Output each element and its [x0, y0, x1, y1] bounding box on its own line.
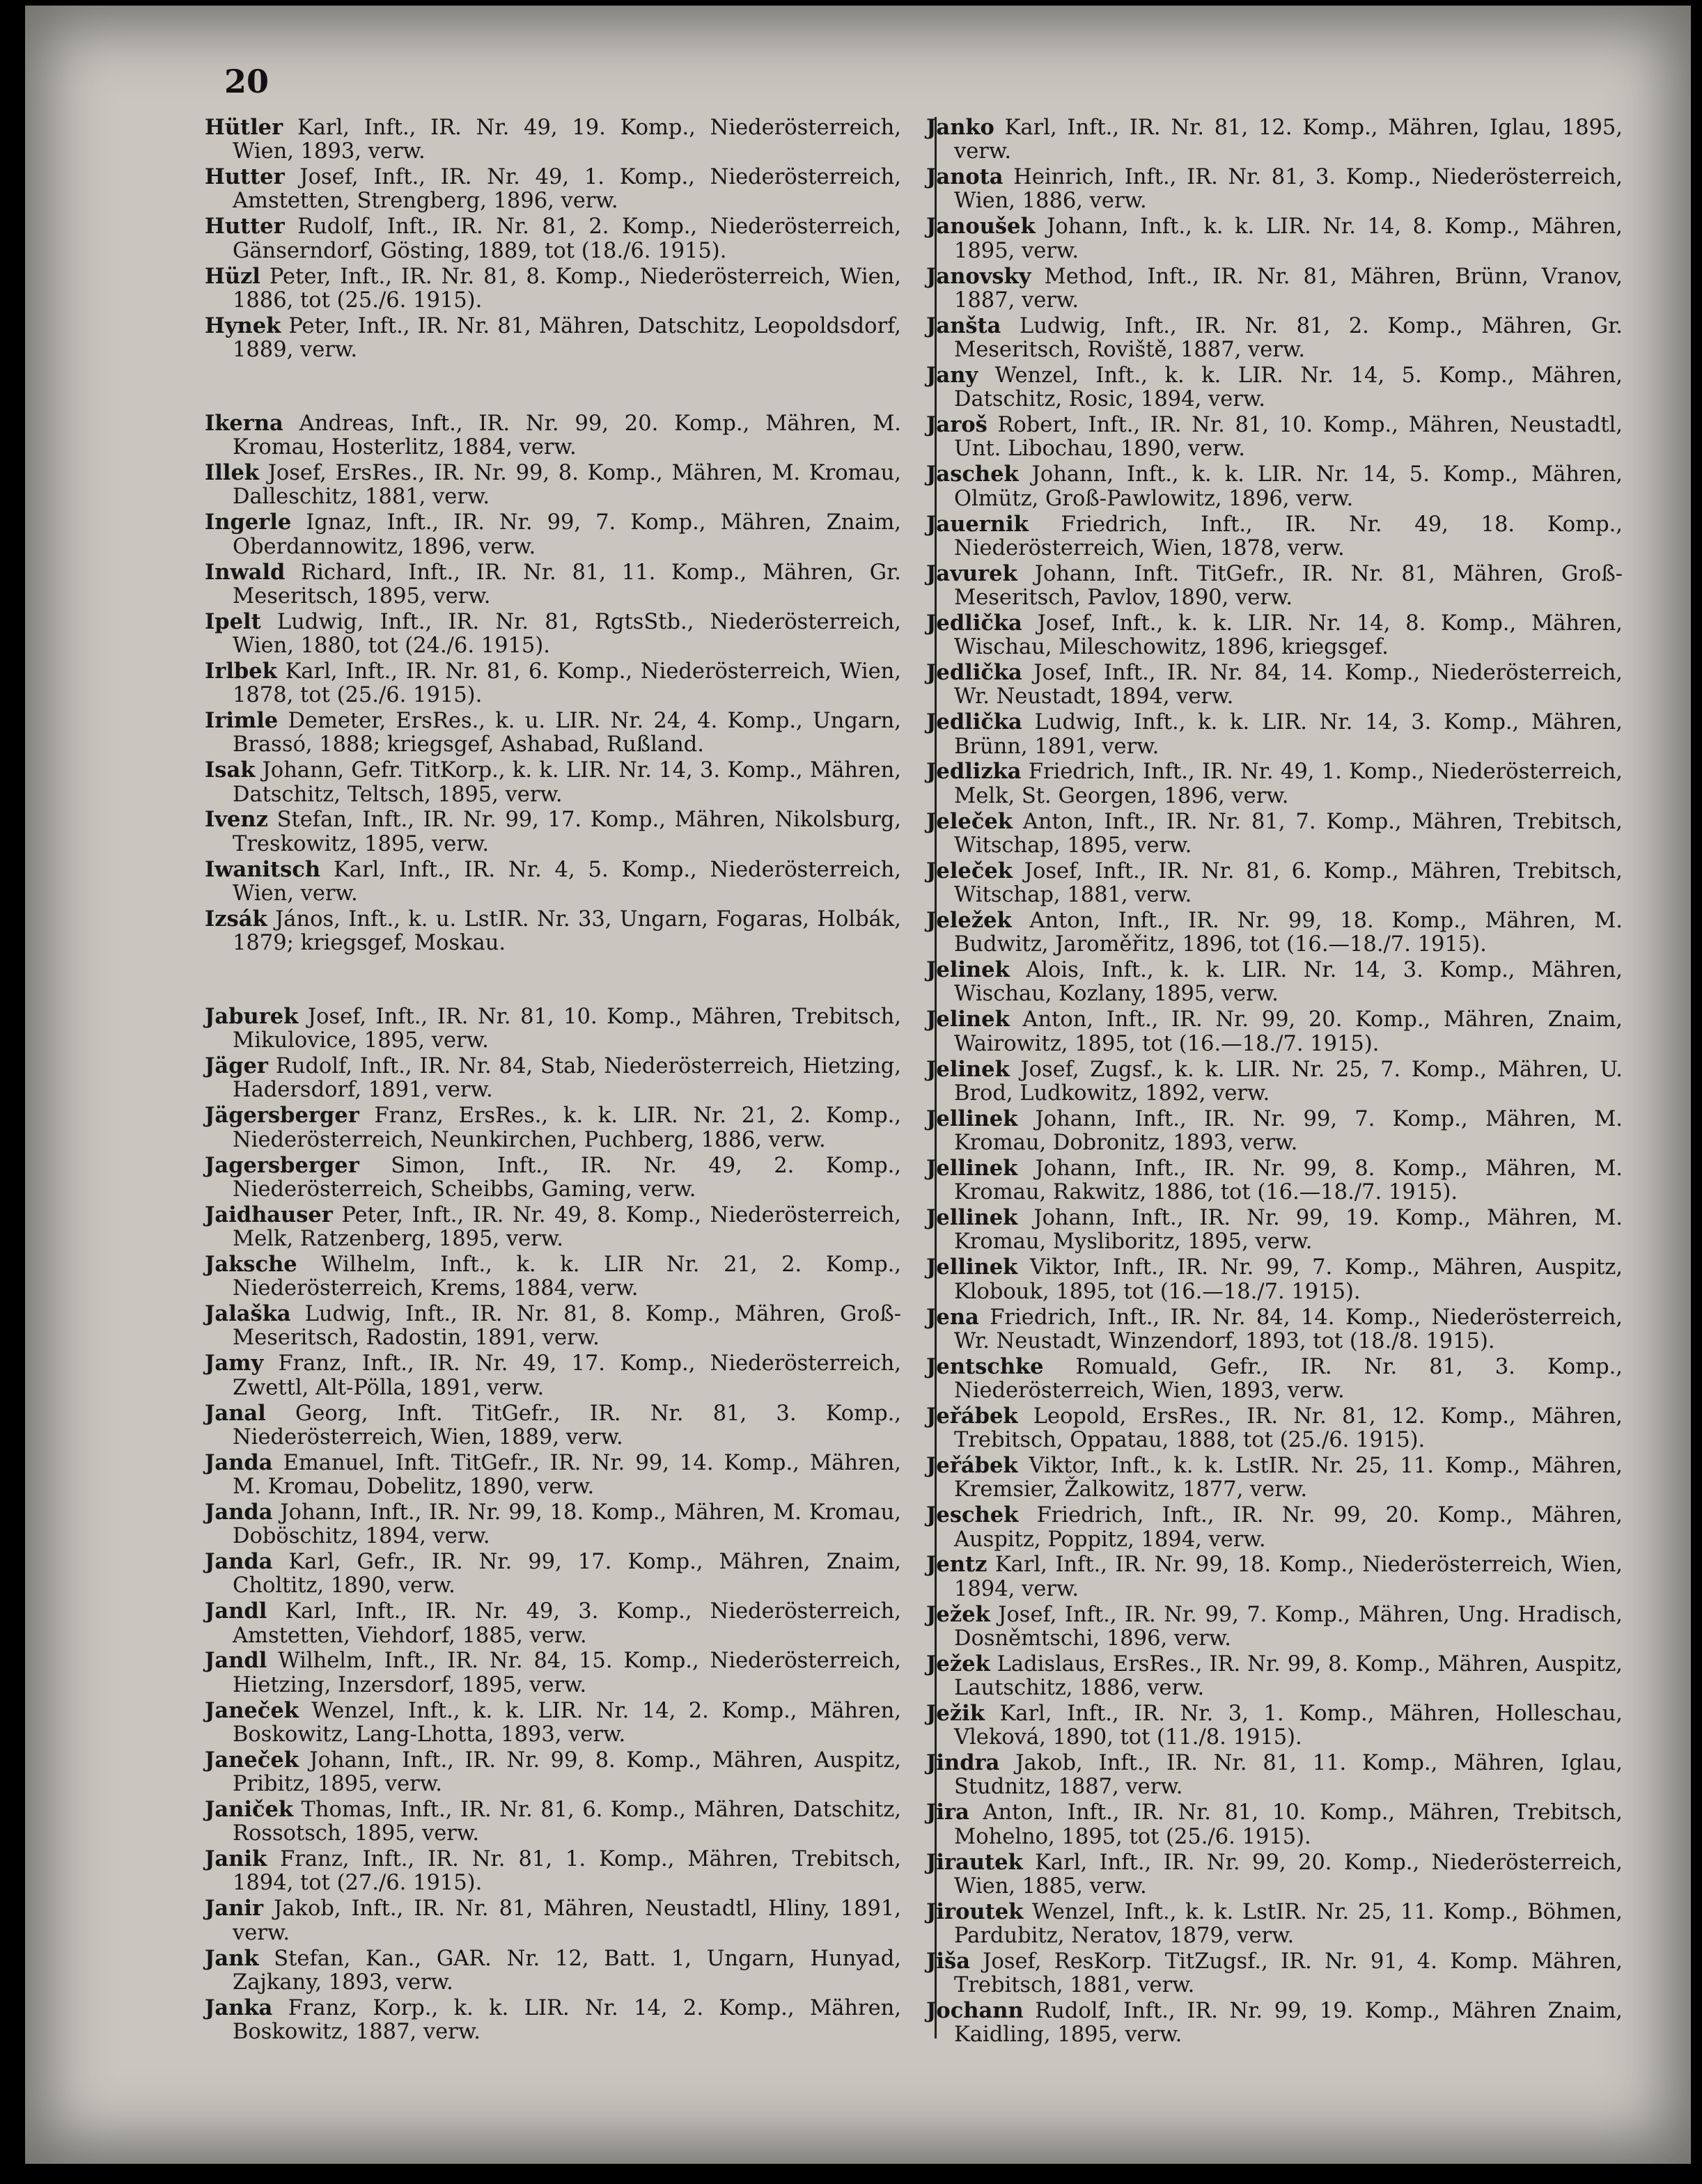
- entry-surname: Jaksche: [205, 1251, 297, 1277]
- list-entry: [205, 610, 901, 659]
- list-entry: [926, 1404, 1623, 1453]
- list-entry: [926, 1255, 1623, 1304]
- entry-surname: Jelinek: [926, 1007, 1010, 1032]
- entry-surname: Jedlizka: [926, 759, 1022, 785]
- entry-details: Simon, Inft., IR. Nr. 49, 2. Komp., Niederösterreich, Scheibbs, Gaming, verw.: [233, 1153, 901, 1202]
- list-entry: [926, 1454, 1623, 1502]
- list-entry: [205, 1252, 901, 1301]
- entry-surname: Jaburek: [205, 1004, 299, 1029]
- list-entry: [205, 858, 901, 906]
- list-entry: [205, 709, 901, 757]
- entry-surname: Janovsky: [926, 263, 1031, 289]
- entry-details: Karl, Inft., IR. Nr. 3, 1. Komp., Mähren, Holleschau, Vleková, 1890, tot (11./8. 1915).: [954, 1702, 1623, 1750]
- list-entry: [926, 116, 1623, 164]
- list-entry: [205, 1500, 901, 1549]
- entry-surname: Jeschek: [926, 1502, 1019, 1528]
- list-entry: [205, 1005, 901, 1053]
- list-entry: [205, 461, 901, 510]
- list-entry: [926, 462, 1623, 511]
- list-entry: [205, 1154, 901, 1202]
- list-entry: [205, 1699, 901, 1747]
- entry-details: Wilhelm, Inft., IR. Nr. 84, 15. Komp., Niederösterreich, Hietzing, Inzersdorf, 1895, verw.: [233, 1649, 901, 1697]
- section-gap: [205, 363, 901, 411]
- list-entry: [926, 1058, 1623, 1106]
- list-entry: [205, 1947, 901, 1995]
- list-entry: [926, 1603, 1623, 1651]
- entry-surname: Jägersberger: [205, 1103, 359, 1129]
- entry-surname: Jena: [926, 1304, 979, 1330]
- entry-surname: Jellinek: [926, 1255, 1018, 1280]
- entry-surname: Jellinek: [926, 1106, 1018, 1131]
- list-entry: [205, 1649, 901, 1697]
- entry-details: Johann, Inft. TitGefr., IR. Nr. 81, Mähren, Groß-Meseritsch, Pavlov, 1890, verw.: [954, 561, 1623, 610]
- right-column: [926, 116, 1623, 2048]
- entry-surname: Janoušek: [926, 214, 1036, 239]
- list-entry: [926, 265, 1623, 313]
- entry-surname: Janšta: [926, 313, 1001, 338]
- entry-details: Johann, Inft., IR. Nr. 99, 8. Komp., Mähren, M. Kromau, Rakwitz, 1886, tot (16.—18./7. 1915).: [954, 1156, 1623, 1205]
- entry-details: Method, Inft., IR. Nr. 81, Mähren, Brünn, Vranov, 1887, verw.: [954, 264, 1623, 313]
- list-entry: [205, 758, 901, 807]
- list-entry: [205, 1748, 901, 1797]
- entry-details: Josef, Inft., IR. Nr. 84, 14. Komp., Niederösterreich, Wr. Neustadt, 1894, verw.: [954, 661, 1623, 709]
- entry-surname: Jauernik: [926, 511, 1029, 537]
- entry-surname: Ipelt: [205, 608, 261, 634]
- list-entry: [926, 1851, 1623, 1899]
- list-entry: [205, 1550, 901, 1598]
- list-entry: [205, 1451, 901, 1500]
- entry-details: Robert, Inft., IR. Nr. 81, 10. Komp., Mähren, Neustadtl, Unt. Libochau, 1890, verw.: [954, 413, 1623, 462]
- entry-surname: Jentz: [926, 1552, 987, 1578]
- entry-surname: Jira: [926, 1800, 969, 1825]
- left-column: [205, 116, 901, 2045]
- entry-details: Wenzel, Inft., k. k. LIR. Nr. 14, 5. Komp., Mähren, Datschitz, Rosic, 1894, verw.: [954, 363, 1623, 412]
- entry-details: Jakob, Inft., IR. Nr. 81, 11. Komp., Mähren, Iglau, Studnitz, 1887, verw.: [954, 1751, 1623, 1800]
- list-entry: [205, 1599, 901, 1648]
- list-entry: [926, 1800, 1623, 1849]
- entry-surname: Jalaška: [205, 1301, 291, 1327]
- entry-details: Ludwig, Inft., IR. Nr. 81, 2. Komp., Mähren, Gr. Meseritsch, Roviště, 1887, verw.: [954, 313, 1623, 363]
- entry-surname: Jelinek: [926, 1056, 1010, 1082]
- entry-surname: Javurek: [926, 560, 1017, 586]
- entry-surname: Izsák: [205, 906, 267, 932]
- entry-details: Friedrich, Inft., IR. Nr. 49, 1. Komp., Niederösterreich, Melk, St. Georgen, 1896, verw.: [954, 760, 1623, 808]
- entry-surname: Janiček: [205, 1797, 294, 1822]
- entry-surname: Jirautek: [926, 1849, 1023, 1875]
- entry-surname: Ježek: [926, 1651, 990, 1676]
- entry-details: Franz, ErsRes., k. k. LIR. Nr. 21, 2. Komp., Niederösterreich, Neunkirchen, Puchberg, 1886, verw.: [233, 1103, 901, 1152]
- entry-details: Wenzel, Inft., k. k. LstIR. Nr. 25, 11. Komp., Böhmen, Pardubitz, Neratov, 1879, verw.: [954, 1899, 1623, 1949]
- entry-details: Karl, Inft., IR. Nr. 99, 20. Komp., Niederösterreich, Wien, 1885, verw.: [954, 1850, 1623, 1899]
- entry-surname: Hutter: [205, 164, 285, 190]
- entry-details: Josef, Inft., IR. Nr. 49, 1. Komp., Niederösterreich, Amstetten, Strengberg, 1896, verw.: [233, 165, 901, 214]
- entry-surname: Janal: [205, 1400, 266, 1426]
- list-entry: [926, 859, 1623, 908]
- list-entry: [205, 411, 901, 460]
- list-entry: [205, 510, 901, 559]
- entry-details: Karl, Inft., IR. Nr. 49, 3. Komp., Niederösterreich, Amstetten, Viehdorf, 1885, verw.: [233, 1599, 901, 1648]
- entry-surname: Ježik: [926, 1701, 985, 1726]
- entry-details: Peter, Inft., IR. Nr. 81, 8. Komp., Niederösterreich, Wien, 1886, tot (25./6. 1915).: [233, 264, 901, 313]
- entry-details: Johann, Inft., k. k. LIR. Nr. 14, 5. Komp., Mähren, Olmütz, Groß-Pawlowitz, 1896, verw.: [954, 462, 1623, 511]
- list-entry: [926, 314, 1623, 363]
- entry-surname: Jentschke: [926, 1353, 1044, 1379]
- entry-surname: Jedlička: [926, 709, 1022, 735]
- entry-details: Josef, ErsRes., IR. Nr. 99, 8. Komp., Mähren, M. Kromau, Dalleschitz, 1881, verw.: [233, 461, 901, 510]
- list-entry: [926, 611, 1623, 660]
- entry-details: Anton, Inft., IR. Nr. 81, 7. Komp., Mähren, Trebitsch, Witschap, 1895, verw.: [954, 809, 1623, 858]
- entry-surname: Irlbek: [205, 658, 277, 684]
- entry-details: Viktor, Inft., k. k. LstIR. Nr. 25, 11. Komp., Mähren, Kremsier, Žalkowitz, 1877, verw.: [954, 1454, 1623, 1502]
- entry-surname: Janka: [205, 1995, 273, 2020]
- entry-details: Romuald, Gefr., IR. Nr. 81, 3. Komp., Niederösterreich, Wien, 1893, verw.: [954, 1354, 1623, 1403]
- entry-surname: Jindra: [926, 1750, 1000, 1776]
- entry-details: Ludwig, Inft., k. k. LIR. Nr. 14, 3. Komp., Mähren, Brünn, 1891, verw.: [954, 710, 1623, 759]
- entry-surname: Illek: [205, 460, 259, 486]
- list-entry: [926, 958, 1623, 1007]
- entry-surname: Hüzl: [205, 263, 260, 289]
- entry-surname: Jiša: [926, 1948, 970, 1974]
- entry-surname: Janota: [926, 164, 1004, 190]
- list-entry: [926, 1206, 1623, 1255]
- entry-details: Heinrich, Inft., IR. Nr. 81, 3. Komp., Niederösterreich, Wien, 1886, verw.: [954, 165, 1623, 214]
- entry-surname: Janda: [205, 1549, 273, 1575]
- entry-details: Wilhelm, Inft., k. k. LIR Nr. 21, 2. Komp., Niederösterreich, Krems, 1884, verw.: [233, 1252, 901, 1301]
- list-entry: [926, 562, 1623, 611]
- entry-surname: Hutter: [205, 214, 285, 239]
- list-entry: [205, 1054, 901, 1103]
- entry-details: Ignaz, Inft., IR. Nr. 99, 7. Komp., Mähren, Znaim, Oberdannowitz, 1896, verw.: [233, 510, 901, 559]
- entry-details: Franz, Korp., k. k. LIR. Nr. 14, 2. Komp., Mähren, Boskowitz, 1887, verw.: [233, 1995, 901, 2045]
- list-entry: [926, 1553, 1623, 1601]
- entry-details: Johann, Inft., IR. Nr. 99, 19. Komp., Mähren, M. Kromau, Mysliboritz, 1895, verw.: [954, 1206, 1623, 1255]
- entry-details: Viktor, Inft., IR. Nr. 99, 7. Komp., Mähren, Auspitz, Klobouk, 1895, tot (16.—18./7. 1915).: [954, 1255, 1623, 1304]
- section-gap: [205, 957, 901, 1005]
- entry-surname: Jedlička: [926, 660, 1022, 686]
- entry-details: Friedrich, Inft., IR. Nr. 84, 14. Komp., Niederösterreich, Wr. Neustadt, Winzendorf, 1893, tot (18./8. 1915).: [954, 1305, 1623, 1353]
- list-entry: [926, 1949, 1623, 1998]
- entry-details: Josef, Inft., k. k. LIR. Nr. 14, 8. Komp., Mähren, Wischau, Mileschowitz, 1896, kriegsgef.: [954, 611, 1623, 660]
- list-entry: [926, 1652, 1623, 1701]
- entry-details: Rudolf, Inft., IR. Nr. 84, Stab, Niederösterreich, Hietzing, Hadersdorf, 1891, verw.: [233, 1054, 901, 1103]
- entry-surname: Janda: [205, 1450, 273, 1475]
- entry-surname: Janeček: [205, 1747, 299, 1773]
- entry-details: Peter, Inft., IR. Nr. 81, Mähren, Datschitz, Leopoldsdorf, 1889, verw.: [233, 313, 901, 363]
- entry-details: Johann, Inft., IR. Nr. 99, 7. Komp., Mähren, M. Kromau, Dobronitz, 1893, verw.: [954, 1106, 1623, 1156]
- list-entry: [926, 1305, 1623, 1354]
- entry-surname: Ježek: [926, 1601, 990, 1627]
- entry-surname: Jany: [926, 362, 978, 388]
- list-entry: [926, 1355, 1623, 1404]
- list-entry: [926, 1999, 1623, 2048]
- entry-details: Wenzel, Inft., k. k. LIR. Nr. 14, 2. Komp., Mähren, Boskowitz, Lang-Lhotta, 1893, verw.: [233, 1698, 901, 1747]
- entry-details: Johann, Inft., IR. Nr. 99, 8. Komp., Mähren, Auspitz, Pribitz, 1895, verw.: [233, 1747, 901, 1797]
- entry-details: Friedrich, Inft., IR. Nr. 49, 18. Komp., Niederösterreich, Wien, 1878, verw.: [954, 512, 1623, 560]
- entry-details: Rudolf, Inft., IR. Nr. 81, 2. Komp., Niederösterreich, Gänserndorf, Gösting, 1889, tot (18./6. 1915).: [233, 214, 901, 263]
- entry-surname: Inwald: [205, 559, 286, 585]
- list-entry: [205, 314, 901, 363]
- entry-surname: Jaroš: [926, 412, 987, 438]
- entry-surname: Jamy: [205, 1351, 264, 1376]
- list-entry: [205, 214, 901, 263]
- entry-details: Thomas, Inft., IR. Nr. 81, 6. Komp., Mähren, Datschitz, Rossotsch, 1895, verw.: [233, 1798, 901, 1846]
- entry-details: Ladislaus, ErsRes., IR. Nr. 99, 8. Komp., Mähren, Auspitz, Lautschitz, 1886, verw.: [954, 1651, 1623, 1701]
- entry-surname: Jank: [205, 1945, 259, 1971]
- list-entry: [205, 1798, 901, 1846]
- entry-details: Rudolf, Inft., IR. Nr. 99, 19. Komp., Mähren Znaim, Kaidling, 1895, verw.: [954, 1999, 1623, 2048]
- entry-details: Josef, Zugsf., k. k. LIR. Nr. 25, 7. Komp., Mähren, U. Brod, Ludkowitz, 1892, verw.: [954, 1057, 1623, 1106]
- list-entry: [205, 659, 901, 708]
- entry-surname: Ivenz: [205, 807, 268, 833]
- list-entry: [205, 1996, 901, 2045]
- entry-surname: Jeleček: [926, 858, 1013, 883]
- entry-details: Stefan, Inft., IR. Nr. 99, 17. Komp., Mähren, Nikolsburg, Treskowitz, 1895, verw.: [233, 808, 901, 856]
- entry-details: Josef, Inft., IR. Nr. 81, 10. Komp., Mähren, Trebitsch, Mikulovice, 1895, verw.: [233, 1005, 901, 1053]
- entry-surname: Jäger: [205, 1053, 268, 1079]
- entry-details: Demeter, ErsRes., k. u. LIR. Nr. 24, 4. Komp., Ungarn, Brassó, 1888; kriegsgef, Ashabad, Rußland.: [233, 709, 901, 757]
- list-entry: [205, 808, 901, 856]
- entry-details: Anton, Inft., IR. Nr. 99, 20. Komp., Mähren, Znaim, Wairowitz, 1895, tot (16.—18./7. 1915).: [954, 1007, 1623, 1056]
- entry-surname: Jaidhauser: [205, 1202, 333, 1227]
- entry-details: Josef, ResKorp. TitZugsf., IR. Nr. 91, 4. Komp. Mähren, Trebitsch, 1881, verw.: [954, 1949, 1623, 1998]
- entry-surname: Ingerle: [205, 510, 292, 535]
- list-entry: [205, 560, 901, 609]
- entry-details: Josef, Inft., IR. Nr. 99, 7. Komp., Mähren, Ung. Hradisch, Dosněmtschi, 1896, verw.: [954, 1602, 1623, 1651]
- entry-surname: Janir: [205, 1896, 264, 1922]
- entry-details: Johann, Inft., k. k. LIR. Nr. 14, 8. Komp., Mähren, 1895, verw.: [954, 214, 1623, 263]
- entry-surname: Irimle: [205, 708, 279, 734]
- list-entry: [926, 1107, 1623, 1156]
- list-entry: [205, 1302, 901, 1351]
- list-entry: [205, 907, 901, 956]
- entry-surname: Jandl: [205, 1598, 267, 1624]
- list-entry: [926, 165, 1623, 214]
- entry-details: Leopold, ErsRes., IR. Nr. 81, 12. Komp., Mähren, Trebitsch, Oppatau, 1888, tot (25./6. 1915).: [954, 1404, 1623, 1453]
- entry-surname: Jedlička: [926, 610, 1022, 636]
- entry-surname: Jaschek: [926, 462, 1019, 487]
- page-number: 20: [224, 63, 270, 100]
- list-entry: [205, 1847, 901, 1896]
- entry-details: Jakob, Inft., IR. Nr. 81, Mähren, Neustadtl, Hliny, 1891, verw.: [233, 1896, 901, 1945]
- entry-details: Johann, Gefr. TitKorp., k. k. LIR. Nr. 14, 3. Komp., Mähren, Datschitz, Teltsch, 1895, verw.: [233, 758, 901, 807]
- list-entry: [926, 710, 1623, 759]
- entry-details: Karl, Inft., IR. Nr. 81, 12. Komp., Mähren, Iglau, 1895, verw.: [954, 116, 1623, 164]
- entry-surname: Jeleček: [926, 808, 1013, 834]
- list-entry: [926, 214, 1623, 263]
- list-entry: [205, 116, 901, 164]
- list-entry: [926, 1751, 1623, 1800]
- list-entry: [205, 165, 901, 214]
- entry-details: Karl, Inft., IR. Nr. 4, 5. Komp., Niederösterreich, Wien, verw.: [233, 857, 901, 906]
- entry-details: Emanuel, Inft. TitGefr., IR. Nr. 99, 14. Komp., Mähren, M. Kromau, Dobelitz, 1890, verw.: [233, 1450, 901, 1499]
- entry-details: Peter, Inft., IR. Nr. 49, 8. Komp., Niederösterreich, Melk, Ratzenberg, 1895, verw.: [233, 1202, 901, 1252]
- entry-surname: Isak: [205, 757, 256, 783]
- entry-details: Ludwig, Inft., IR. Nr. 81, RgtsStb., Niederösterreich, Wien, 1880, tot (24./6. 1915).: [233, 609, 901, 658]
- list-entry: [926, 1702, 1623, 1750]
- entry-details: Friedrich, Inft., IR. Nr. 99, 20. Komp., Mähren, Auspitz, Poppitz, 1894, verw.: [954, 1503, 1623, 1552]
- entry-details: Karl, Inft., IR. Nr. 81, 6. Komp., Niederösterreich, Wien, 1878, tot (25./6. 1915).: [233, 659, 901, 708]
- entry-details: Karl, Inft., IR. Nr. 49, 19. Komp., Niederösterreich, Wien, 1893, verw.: [233, 116, 901, 164]
- entry-details: Anton, Inft., IR. Nr. 99, 18. Komp., Mähren, M. Budwitz, Jaroměřitz, 1896, tot (16.—18./7. 1915).: [954, 909, 1623, 957]
- entry-details: János, Inft., k. u. LstIR. Nr. 33, Ungarn, Fogaras, Holbák, 1879; kriegsgef, Moskau.: [233, 906, 901, 956]
- entry-details: Karl, Gefr., IR. Nr. 99, 17. Komp., Mähren, Znaim, Choltitz, 1890, verw.: [233, 1550, 901, 1598]
- list-entry: [205, 265, 901, 313]
- entry-details: Ludwig, Inft., IR. Nr. 81, 8. Komp., Mähren, Groß-Meseritsch, Radostin, 1891, verw.: [233, 1302, 901, 1351]
- entry-details: Andreas, Inft., IR. Nr. 99, 20. Komp., Mähren, M. Kromau, Hosterlitz, 1884, verw.: [233, 411, 901, 460]
- list-entry: [205, 1351, 901, 1400]
- list-entry: [926, 810, 1623, 858]
- entry-details: Franz, Inft., IR. Nr. 81, 1. Komp., Mähren, Trebitsch, 1894, tot (27./6. 1915).: [233, 1847, 901, 1896]
- entry-details: Georg, Inft. TitGefr., IR. Nr. 81, 3. Komp., Niederösterreich, Wien, 1889, verw.: [233, 1401, 901, 1450]
- scanned-page: [25, 6, 1691, 2164]
- entry-surname: Jagersberger: [205, 1152, 359, 1178]
- list-entry: [926, 363, 1623, 412]
- list-entry: [205, 1401, 901, 1450]
- entry-surname: Janeček: [205, 1697, 299, 1723]
- entry-details: Johann, Inft., IR. Nr. 99, 18. Komp., Mähren, M. Kromau, Doböschitz, 1894, verw.: [233, 1500, 901, 1549]
- entry-details: Stefan, Kan., GAR. Nr. 12, Batt. 1, Ungarn, Hunyad, Zajkany, 1893, verw.: [233, 1946, 901, 1995]
- entry-surname: Jochann: [926, 1998, 1024, 2024]
- entry-details: Karl, Inft., IR. Nr. 99, 18. Komp., Niederösterreich, Wien, 1894, verw.: [954, 1553, 1623, 1601]
- entry-surname: Jeřábek: [926, 1453, 1018, 1479]
- entry-surname: Hynek: [205, 313, 281, 338]
- list-entry: [926, 413, 1623, 462]
- entry-surname: Jeležek: [926, 908, 1012, 933]
- list-entry: [926, 1503, 1623, 1552]
- entry-surname: Hütler: [205, 115, 283, 140]
- entry-surname: Janko: [926, 115, 994, 140]
- entry-details: Josef, Inft., IR. Nr. 81, 6. Komp., Mähren, Trebitsch, Witschap, 1881, verw.: [954, 858, 1623, 908]
- list-entry: [926, 760, 1623, 808]
- entry-surname: Janik: [205, 1846, 267, 1872]
- entry-details: Richard, Inft., IR. Nr. 81, 11. Komp., Mähren, Gr. Meseritsch, 1895, verw.: [233, 560, 901, 608]
- entry-surname: Janda: [205, 1499, 273, 1525]
- entry-details: Alois, Inft., k. k. LIR. Nr. 14, 3. Komp., Mähren, Wischau, Kozlany, 1895, verw.: [954, 958, 1623, 1007]
- list-entry: [926, 909, 1623, 957]
- entry-surname: Jandl: [205, 1648, 267, 1674]
- list-entry: [926, 1007, 1623, 1056]
- list-entry: [926, 661, 1623, 709]
- list-entry: [205, 1103, 901, 1152]
- entry-surname: Jellinek: [926, 1205, 1018, 1231]
- list-entry: [926, 512, 1623, 561]
- entry-surname: Jelinek: [926, 957, 1010, 983]
- entry-details: Anton, Inft., IR. Nr. 81, 10. Komp., Mähren, Trebitsch, Mohelno, 1895, tot (25./6. 1915).: [954, 1800, 1623, 1849]
- entry-surname: Jeřábek: [926, 1403, 1018, 1429]
- list-entry: [205, 1203, 901, 1252]
- list-entry: [926, 1900, 1623, 1949]
- list-entry: [926, 1156, 1623, 1205]
- entry-details: Franz, Inft., IR. Nr. 49, 17. Komp., Niederösterreich, Zwettl, Alt-Pölla, 1891, verw.: [233, 1351, 901, 1400]
- entry-surname: Jiroutek: [926, 1899, 1024, 1924]
- entry-surname: Jellinek: [926, 1155, 1018, 1181]
- entry-surname: Ikerna: [205, 410, 283, 436]
- entry-surname: Iwanitsch: [205, 856, 321, 882]
- list-entry: [205, 1896, 901, 1945]
